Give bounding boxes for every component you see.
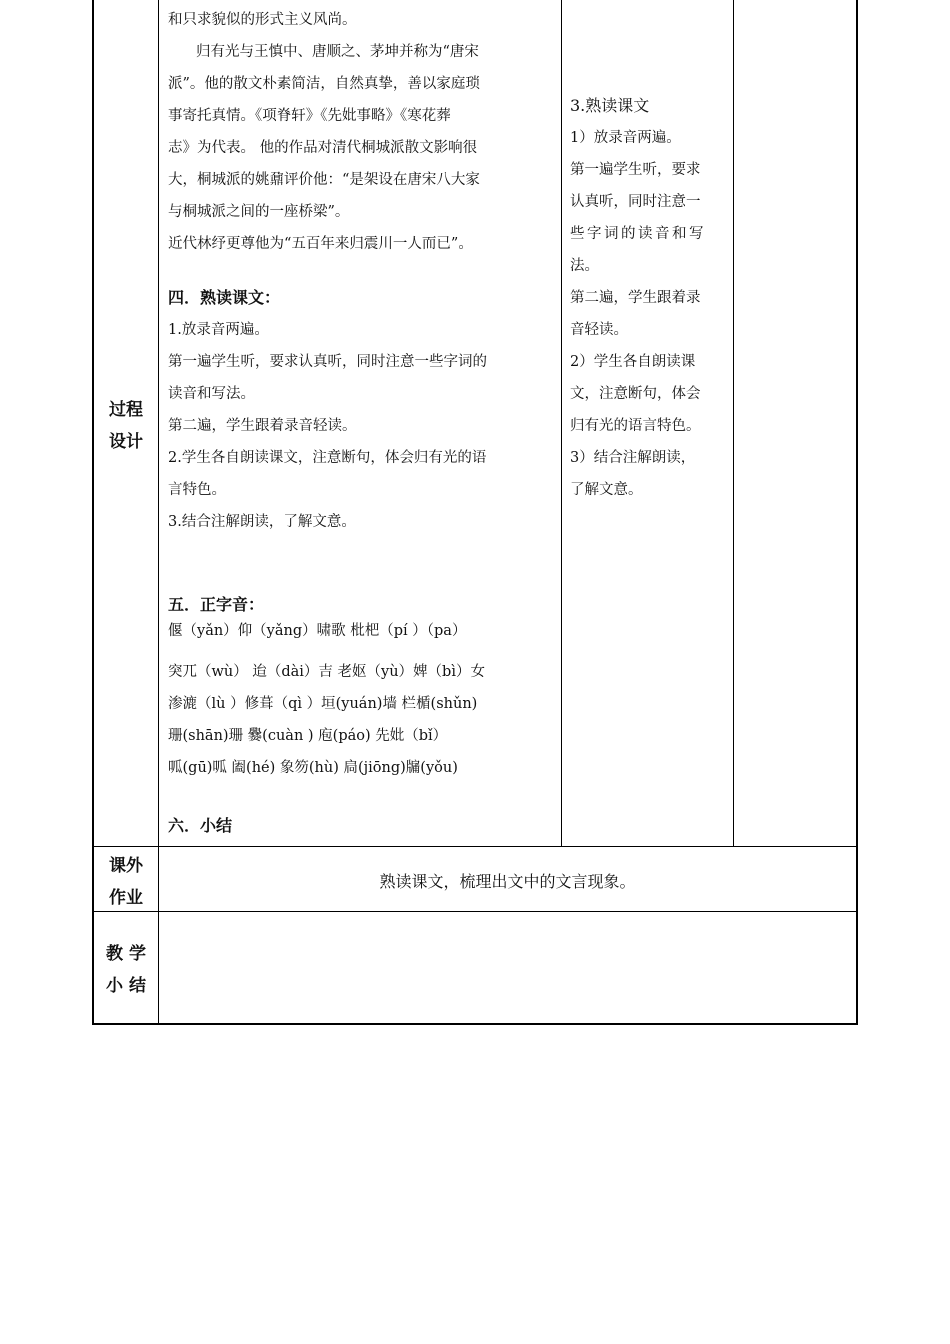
- homework-text: [159, 862, 856, 902]
- intro-line: 派”。他的散文朴素简洁，自然真挚，善以家庭琐: [168, 76, 480, 92]
- student-line: 第二遍，学生跟着录: [570, 290, 701, 306]
- student-line: 音轻读。: [570, 322, 628, 338]
- pronunciation-line: 突兀（wù） 迨（dài）吉 老妪（yù）婢（bì）女: [168, 664, 485, 680]
- student-line: 1）放录音两遍。: [570, 130, 681, 146]
- summary-label-line2: 小 结: [106, 976, 146, 996]
- section4-line: 言特色。: [168, 482, 226, 498]
- student-line: 了解文意。: [570, 482, 643, 498]
- section5-heading: 五．正字音：: [168, 595, 265, 614]
- section4-line: 第一遍学生听，要求认真听，同时注意一些字词的: [168, 354, 487, 370]
- section4-line: 读音和写法。: [168, 386, 255, 402]
- lesson-plan-table: [92, 0, 858, 1025]
- intro-line: 大，桐城派的姚鼐评价他：“是架设在唐宋八大家: [168, 172, 480, 188]
- homework-text-content: 熟读课文，梳理出文中的文言现象。: [379, 872, 636, 891]
- student-line: 文，注意断句，体会: [570, 386, 701, 402]
- process-label: [94, 394, 158, 458]
- teacher-content: [168, 4, 554, 842]
- section6-heading: 六．小结: [168, 816, 233, 835]
- student-content: [570, 90, 730, 506]
- section4-heading: 四．熟读课文：: [168, 288, 281, 307]
- student-line: 3）结合注解朗读，: [570, 450, 696, 466]
- intro-line: 与桐城派之间的一座桥梁”。: [168, 204, 350, 220]
- intro-line: 事寄托真情。《项脊轩》《先妣事略》《寒花葬: [168, 108, 451, 124]
- section4-line: 3.结合注解朗读，了解文意。: [168, 514, 356, 530]
- intro-line: 归有光与王慎中、唐顺之、茅坤并称为“唐宋: [196, 44, 479, 60]
- student-line: 第一遍学生听，要求: [570, 162, 701, 178]
- process-label-line2: 设计: [109, 432, 143, 452]
- pronunciation-line: 偃（yǎn）仰（yǎng）啸歌 枇杷（pí ）（pa）: [168, 623, 467, 639]
- process-label-line1: 过程: [109, 400, 143, 420]
- section4-line: 第二遍，学生跟着录音轻读。: [168, 418, 357, 434]
- homework-label-line1: 课外: [109, 856, 143, 876]
- intro-line: 和只求貌似的形式主义风尚。: [168, 12, 357, 28]
- section4-line: 1.放录音两遍。: [168, 322, 269, 338]
- summary-content: [159, 912, 856, 1023]
- homework-label-line2: 作业: [109, 888, 143, 908]
- pronunciation-line: 呱(gū)呱 阖(hé) 象笏(hù) 扃(jiōng)牖(yǒu): [168, 760, 458, 776]
- student-line: 认真听，同时注意一: [570, 194, 701, 210]
- student-heading: 3.熟读课文: [570, 96, 650, 115]
- student-line: 法。: [570, 258, 599, 274]
- pronunciation-line: 珊(shān)珊 爨(cuàn ) 庖(páo) 先妣（bǐ）: [168, 728, 448, 744]
- summary-label-line1: 教 学: [106, 944, 146, 964]
- intro-line: 近代林纾更尊他为“五百年来归震川一人而已”。: [168, 236, 473, 252]
- homework-label: [94, 850, 158, 914]
- intro-line: 志》为代表。 他的作品对清代桐城派散文影响很: [168, 140, 478, 156]
- student-line: 些字词的读音和写: [570, 226, 706, 242]
- summary-label: [94, 938, 158, 1002]
- pronunciation-line: 渗漉（lù ）修葺（qì ）垣(yuán)墙 栏楯(shǔn): [168, 696, 478, 712]
- section4-line: 2.学生各自朗读课文，注意断句，体会归有光的语: [168, 450, 487, 466]
- student-line: 2）学生各自朗读课: [570, 354, 696, 370]
- student-line: 归有光的语言特色。: [570, 418, 701, 434]
